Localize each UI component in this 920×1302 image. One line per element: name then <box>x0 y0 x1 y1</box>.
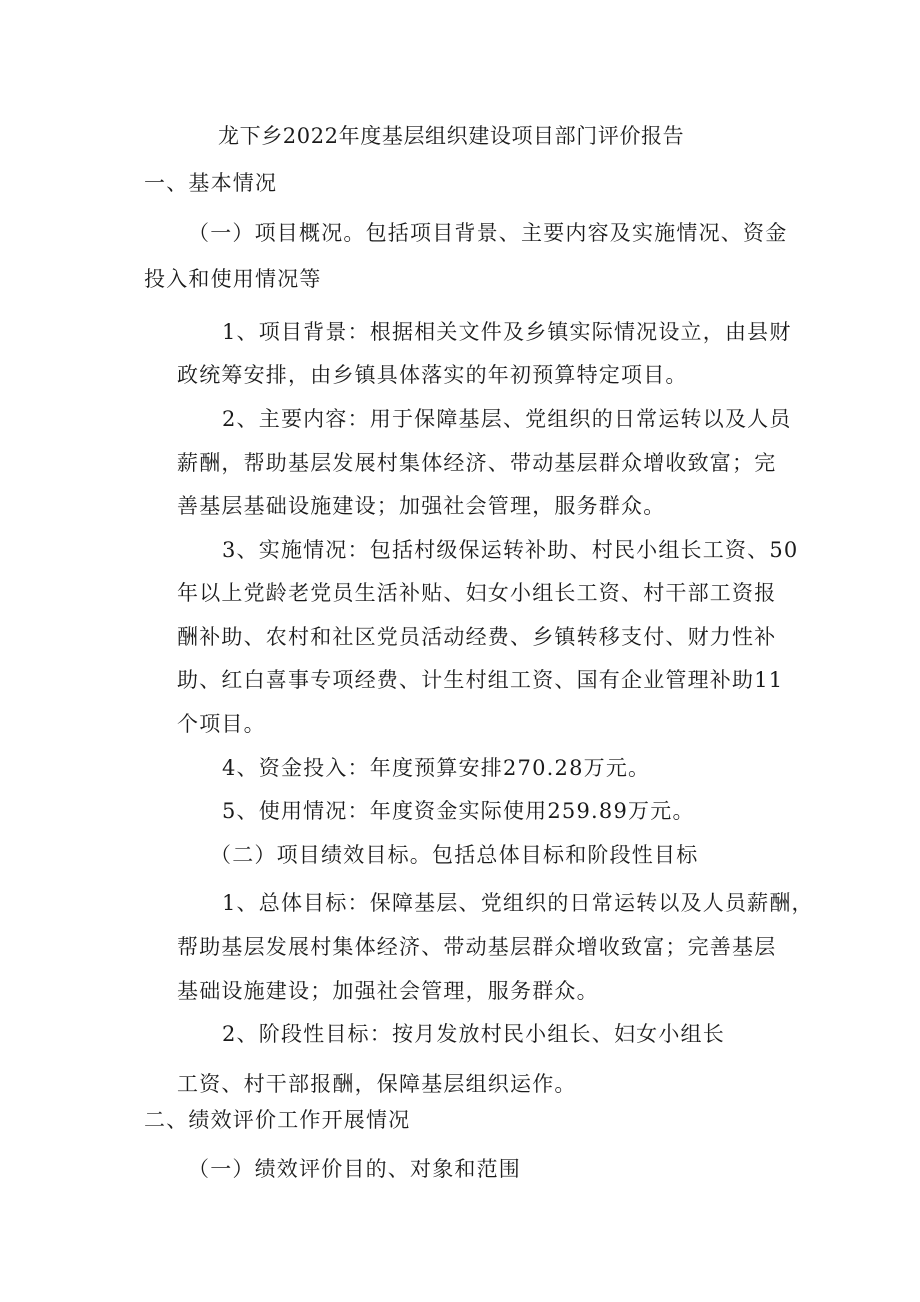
subsection-heading: （一）绩效评价目的、对象和范围 <box>188 1157 521 1181</box>
paragraph-line: 1、总体目标：保障基层、党组织的日常运转以及人员薪酬， <box>222 891 814 915</box>
paragraph-line: 2、主要内容：用于保障基层、党组织的日常运转以及人员 <box>222 407 792 431</box>
paragraph-line: 投入和使用情况等 <box>144 267 322 291</box>
paragraph-line: 助、红白喜事专项经费、计生村组工资、国有企业管理补助11 <box>177 668 784 692</box>
paragraph-line: 酬补助、农村和社区党员活动经费、乡镇转移支付、财力性补 <box>177 625 777 649</box>
paragraph-line: 善基层基础设施建设；加强社会管理，服务群众。 <box>177 494 666 518</box>
paragraph-line: 薪酬，帮助基层发展村集体经济、带动基层群众增收致富；完 <box>177 451 777 475</box>
document-title: 龙下乡2022年度基层组织建设项目部门评价报告 <box>218 124 685 148</box>
section-heading-evaluation: 二、绩效评价工作开展情况 <box>144 1108 411 1132</box>
paragraph-line: 工资、村干部报酬，保障基层组织运作。 <box>177 1072 577 1096</box>
paragraph-line: 3、实施情况：包括村级保运转补助、村民小组长工资、50 <box>222 538 799 562</box>
paragraph-line: 4、资金投入：年度预算安排270.28万元。 <box>222 756 651 780</box>
subsection-heading: （二）项目绩效目标。包括总体目标和阶段性目标 <box>210 843 699 867</box>
paragraph-line: 1、项目背景：根据相关文件及乡镇实际情况设立，由县财 <box>222 320 792 344</box>
paragraph-line: （一）项目概况。包括项目背景、主要内容及实施情况、资金 <box>188 221 788 245</box>
paragraph-line: 政统筹安排，由乡镇具体落实的年初预算特定项目。 <box>177 363 688 387</box>
paragraph-line: 2、阶段性目标：按月发放村民小组长、妇女小组长 <box>222 1022 725 1046</box>
paragraph-line: 基础设施建设；加强社会管理，服务群众。 <box>177 979 599 1003</box>
paragraph-line: 年以上党龄老党员生活补贴、妇女小组长工资、村干部工资报 <box>177 581 777 605</box>
paragraph-line: 5、使用情况：年度资金实际使用259.89万元。 <box>222 799 695 823</box>
paragraph-line: 个项目。 <box>177 712 266 736</box>
section-heading-basic-info: 一、基本情况 <box>144 171 278 195</box>
paragraph-line: 帮助基层发展村集体经济、带动基层群众增收致富；完善基层 <box>177 935 777 959</box>
